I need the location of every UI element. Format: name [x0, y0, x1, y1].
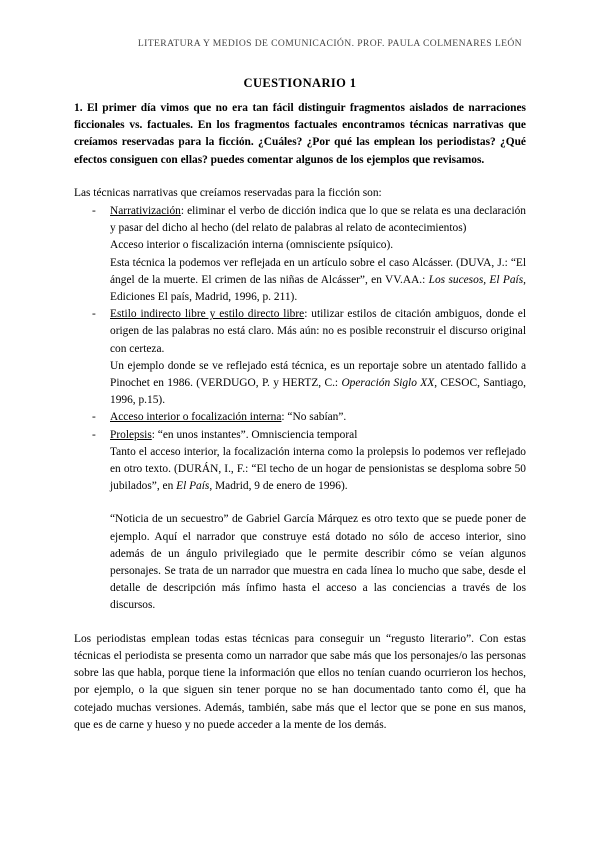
technique-definition: : “en unos instantes”. Omnisciencia temporal [151, 428, 358, 441]
list-item [74, 427, 526, 496]
citation-italic: El País [176, 480, 210, 493]
technique-term: Estilo indirecto libre y estilo directo libre [110, 308, 305, 321]
citation-italic: Los sucesos, El País [428, 273, 524, 286]
technique-example: Esta técnica la podemos ver reflejada en un artículo sobre el caso Alcásser. (DUVA, J.: “El ángel de la muerte. El crimen de las niñas de Alcásser”, en VV.AA.: Los sucesos, El País, Ediciones El país, Madrid, 1996, p. 211). [110, 256, 526, 304]
intro-paragraph: Las técnicas narrativas que creíamos reservadas para la ficción son: [74, 186, 382, 199]
technique-example: Un ejemplo donde se ve reflejado está técnica, es un reportaje sobre un atentado fallido a Pinochet en 1986. (VERDUGO, P. y HERTZ, C.: Operación Siglo XX, CESOC, Santiago, 1996, p.15). [110, 359, 526, 407]
list-item [74, 203, 526, 306]
technique-definition: : utilizar estilos de citación ambiguos, donde el origen de las palabras no está claro. Más aún: no es posible reconstruir el discurso original con certeza. [110, 308, 526, 355]
page-header: LITERATURA Y MEDIOS DE COMUNICACIÓN. PROF. PAULA COLMENARES LEÓN [137, 38, 522, 49]
example-paragraph: “Noticia de un secuestro” de Gabriel García Márquez es otro texto que se puede poner de ejemplo. Aquí el narrador que construye está dotado no sólo de acceso interior, sino además de un ángulo privilegiado que le permite describir cómo se veían algunos personajes. Se trata de un narrador que muestra en cada línea lo mucho que sabe, desde el detalle de descripción más ínfimo hasta el acceso a las conciencias a través de los discursos. [110, 513, 526, 612]
techniques-list [74, 203, 526, 495]
technique-term: Prolepsis [110, 428, 152, 441]
technique-definition: : eliminar el verbo de dicción indica que lo que se relata es una declaración y pasar del dicho al hecho (del relato de palabras al relato de acontecimientos) [110, 205, 526, 235]
list-item [74, 306, 526, 409]
technique-term: Narrativización [110, 205, 181, 218]
question-text: 1. El primer día vimos que no era tan fácil distinguir fragmentos aislados de narraciones ficcionales vs. factuales. En los fragmentos factuales encontramos técnicas narrativas que creíamos reservadas para la ficción. ¿Cuáles? ¿Por qué las emplean los periodistas? ¿Qué efectos consiguen con ellas? puedes comentar algunos de los ejemplos que revisamos. [74, 102, 526, 166]
citation-italic: Operación Siglo XX [341, 377, 435, 390]
technique-note: Acceso interior o fiscalización interna (omnisciente psíquico). [110, 239, 394, 252]
conclusion-paragraph: Los periodistas emplean todas estas técnicas para conseguir un “regusto literario”. Con estas técnicas el periodista se presenta como un narrador que sabe más que los personajes/o las personas sobre las que habla, porque tiene la información que ellos no tenían cuando ocurrieron los hechos, por ejemplo, o la que siguen sin tener porque no se han documentado tanto como él, que ha cotejado muchas versiones. Además, también, sabe más que el lector que se pone en sus manos, que es de carne y hueso y no puede acceder a la mente de los demás. [74, 632, 526, 731]
technique-example: Tanto el acceso interior, la focalización interna como la prolepsis lo podemos ver reflejado en otro texto. (DURÁN, I., F.: “El techo de un hogar de pensionistas se desploma sobre 50 jubilados”, en El País, Madrid, 9 de enero de 1996). [110, 445, 526, 493]
document-body [74, 100, 526, 734]
list-item [74, 409, 526, 426]
technique-definition: : “No sabían”. [281, 411, 347, 424]
technique-term: Acceso interior o focalización interna [110, 411, 282, 424]
document-title: CUESTIONARIO 1 [243, 76, 357, 90]
